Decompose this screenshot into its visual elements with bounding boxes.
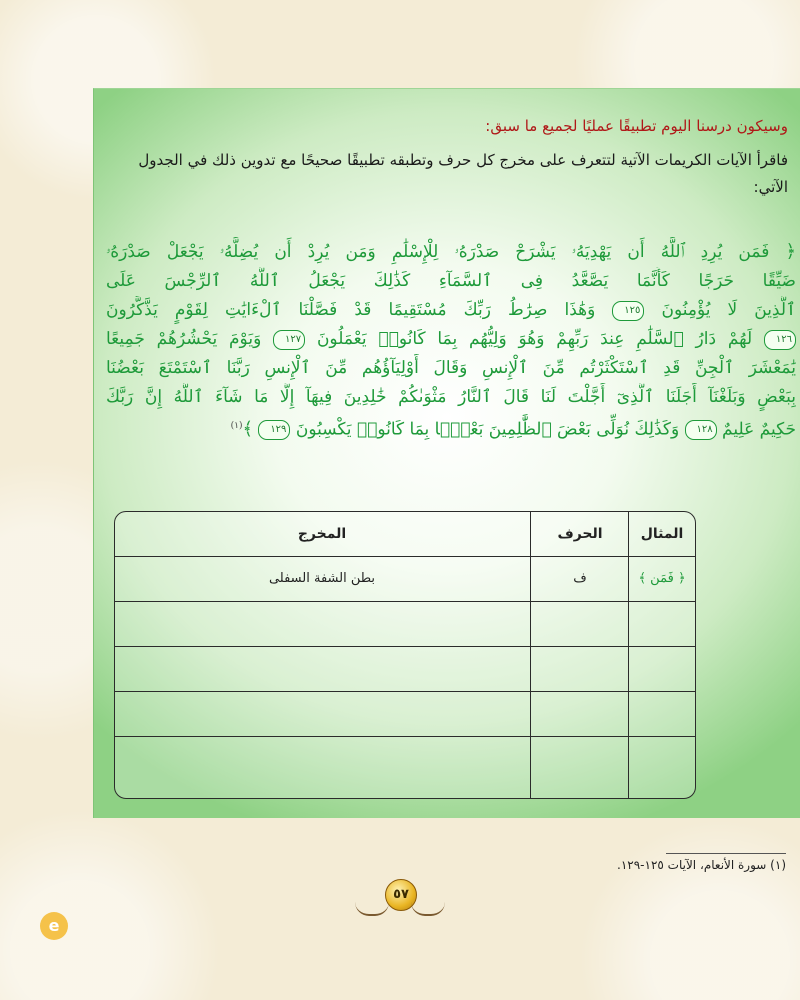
- verse-text: بِبَعْضٍ وَبَلَغْنَآ أَجَلَنَا ٱلَّذِىٓ أَجَّلْتَ لَنَا قَالَ ٱلنَّارُ مَثْوَىٰكُمْ خَٰلِدِينَ فِيهَآ إِلَّا مَا شَآءَ ٱللَّهُ إِنَّ رَبَّكَ: [106, 387, 796, 407]
- verse-line-2: [106, 267, 796, 296]
- verse-line-1: [106, 237, 796, 267]
- verse-text: حَكِيمٌ عَلِيمٌ: [722, 419, 796, 440]
- verse-line-7: [106, 412, 796, 445]
- footnote: (١) سورة الأنعام، الآيات ١٢٥-١٢٩.: [616, 858, 786, 872]
- header-example: المثال: [640, 526, 684, 542]
- verse-line-4: [106, 325, 796, 354]
- verse-line-6: [106, 383, 796, 412]
- publisher-logo-icon: e: [40, 912, 68, 940]
- ayah-number: ١٢٩: [258, 420, 290, 440]
- verse-text: وَكَذَٰلِكَ نُوَلِّى بَعْضَ ٱلظَّٰلِمِينَ بَعْضًۢا بِمَا كَانُوا۟ يَكْسِبُونَ: [295, 419, 680, 440]
- verse-text: لَهُمْ دَارُ ٱلسَّلَٰمِ عِندَ رَبِّهِمْ وَهُوَ وَلِيُّهُم بِمَا كَانُوا۟ يَعْمَلُونَ: [316, 329, 753, 349]
- verse-text: يَٰمَعْشَرَ ٱلْجِنِّ قَدِ ٱسْتَكْثَرْتُم مِّنَ ٱلْإِنسِ وَقَالَ أَوْلِيَآؤُهُم مِّنَ ٱلْإِنسِ رَبَّنَا ٱسْتَمْتَعَ بَعْضُنَا: [106, 358, 796, 378]
- row-divider: [115, 691, 695, 692]
- ornament-swirl-icon: [355, 902, 389, 916]
- table-cell-letter: ف: [573, 571, 587, 586]
- row-divider: [115, 646, 695, 647]
- verse-text: ٱلَّذِينَ لَا يُؤْمِنُونَ: [661, 300, 796, 320]
- ornament-swirl-icon: [411, 902, 445, 916]
- instruction-text: فاقرأ الآيات الكريمات الآتية لتتعرف على مخرج كل حرف وتطبقه تطبيقًا صحيحًا مع تدوين ذلك في الجدول الآتي:: [138, 151, 788, 196]
- footnote-ref: (١): [230, 421, 243, 431]
- close-bracket: ﴾: [242, 418, 254, 440]
- ayah-number: ١٢٧: [273, 330, 305, 350]
- verse-line-5: [106, 354, 796, 383]
- verse-text: وَهَٰذَا صِرَٰطُ رَبِّكَ مُسْتَقِيمًا قَدْ فَصَّلْنَا ٱلْءَايَٰتِ لِقَوْمٍ يَذَّكَّرُونَ: [106, 300, 596, 320]
- header-letter: الحرف: [557, 526, 603, 542]
- open-bracket: ﴿: [785, 241, 796, 262]
- makhraj-table: [114, 511, 696, 799]
- ayah-number: ١٢٥: [612, 301, 644, 321]
- ayah-number: ١٢٨: [685, 420, 717, 440]
- page-number: ٥٧: [385, 879, 417, 911]
- page-number-ornament: [355, 874, 445, 924]
- verse-text: وَيَوْمَ يَحْشُرُهُمْ جَمِيعًا: [106, 329, 262, 349]
- table-cell-makhraj: بطن الشفة السفلى: [268, 571, 376, 586]
- lesson-panel: [93, 88, 800, 818]
- verse-line-3: [106, 296, 796, 325]
- verse-text: ضَيِّقًا حَرَجًا كَأَنَّمَا يَصَّعَّدُ فِى ٱلسَّمَآءِ كَذَٰلِكَ يَجْعَلُ ٱللَّهُ ٱلرِّجْسَ عَلَى: [106, 271, 796, 291]
- quran-verses: [106, 237, 796, 445]
- intro-text: وسيكون درسنا اليوم تطبيقًا عمليًا لجميع ما سبق:: [485, 117, 788, 135]
- header-makhraj: المخرج: [297, 526, 347, 542]
- table-cell-example: ﴿ فَمَن ﴾: [638, 571, 686, 586]
- footnote-divider: [666, 853, 786, 854]
- verse-text: فَمَن يُرِدِ ٱللَّهُ أَن يَهْدِيَهُۥ يَشْرَحْ صَدْرَهُۥ لِلْإِسْلَٰمِ وَمَن يُرِدْ أَن يُضِلَّهُۥ يَجْعَلْ صَدْرَهُۥ: [106, 242, 770, 262]
- row-divider: [115, 736, 695, 737]
- row-divider: [115, 601, 695, 602]
- ayah-number: ١٢٦: [764, 330, 796, 350]
